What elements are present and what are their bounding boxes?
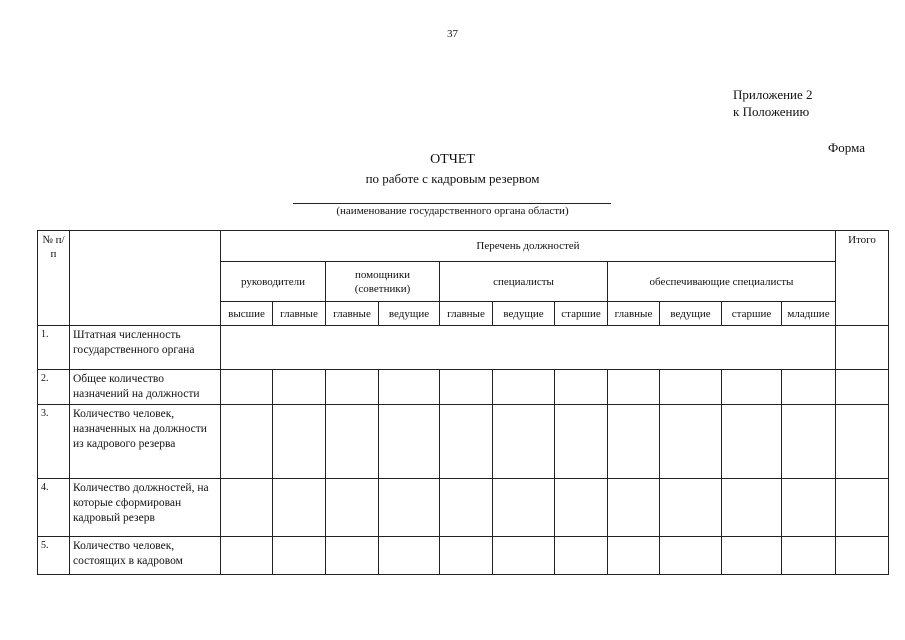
header-label-blank <box>70 231 221 326</box>
group-header: специалисты <box>440 262 608 302</box>
data-cell <box>221 405 273 479</box>
data-cell <box>555 537 608 575</box>
subgroup-header: главные <box>326 302 379 326</box>
data-cell <box>440 537 493 575</box>
data-cell <box>221 479 273 537</box>
subgroup-header: главные <box>440 302 493 326</box>
appendix-line-1: Приложение 2 <box>733 87 813 102</box>
data-cell <box>782 537 836 575</box>
total-cell <box>836 370 889 405</box>
data-cell <box>440 405 493 479</box>
form-label: Форма <box>828 140 865 155</box>
subgroup-header: главные <box>608 302 660 326</box>
organization-caption: (наименование государственного органа области) <box>336 205 569 217</box>
data-cell <box>326 370 379 405</box>
data-cell <box>660 479 722 537</box>
data-cell <box>221 370 273 405</box>
data-cell <box>493 479 555 537</box>
header-number <box>38 231 70 326</box>
row-number: 4. <box>38 479 70 537</box>
subgroup-header: ведущие <box>660 302 722 326</box>
data-cell <box>326 479 379 537</box>
data-cell <box>722 405 782 479</box>
table-row <box>38 537 889 575</box>
report-title: ОТЧЕТ <box>430 152 475 167</box>
data-cell <box>273 370 326 405</box>
data-cell <box>273 479 326 537</box>
data-cell <box>608 537 660 575</box>
organization-blank-line <box>293 203 611 204</box>
data-cell <box>608 479 660 537</box>
data-cell <box>722 537 782 575</box>
report-table <box>37 230 889 575</box>
data-cell <box>660 370 722 405</box>
data-cell <box>379 405 440 479</box>
total-cell <box>836 537 889 575</box>
subgroup-header: старшие <box>555 302 608 326</box>
data-cell <box>379 370 440 405</box>
table-row <box>38 326 889 370</box>
data-cell <box>555 479 608 537</box>
subgroup-header: младшие <box>782 302 836 326</box>
row-1-merged-cell <box>221 326 836 370</box>
data-cell <box>379 479 440 537</box>
row-number: 2. <box>38 370 70 405</box>
report-subtitle: по работе с кадровым резервом <box>365 171 540 186</box>
subgroup-header: высшие <box>221 302 273 326</box>
group-header: обеспечивающие специалисты <box>608 262 836 302</box>
group-header: руководители <box>221 262 326 302</box>
data-cell <box>555 405 608 479</box>
data-cell <box>722 479 782 537</box>
appendix-note <box>733 86 813 120</box>
row-number: 1. <box>38 326 70 370</box>
data-cell <box>326 405 379 479</box>
data-cell <box>782 479 836 537</box>
data-cell <box>379 537 440 575</box>
table-row <box>38 479 889 537</box>
data-cell <box>782 370 836 405</box>
data-cell <box>608 370 660 405</box>
data-cell <box>493 537 555 575</box>
page-number: 37 <box>447 28 458 40</box>
subgroup-header: главные <box>273 302 326 326</box>
total-cell <box>836 405 889 479</box>
data-cell <box>273 537 326 575</box>
row-number: 3. <box>38 405 70 479</box>
table-row <box>38 370 889 405</box>
row-label: Количество должностей, на которые сформирован кадровый резерв <box>70 479 221 537</box>
data-cell <box>493 370 555 405</box>
header-number-label: № п/п <box>42 234 65 260</box>
data-cell <box>660 405 722 479</box>
subgroup-header: ведущие <box>379 302 440 326</box>
group-header: помощники (советники) <box>326 262 440 302</box>
data-cell <box>782 405 836 479</box>
table-row <box>38 405 889 479</box>
data-cell <box>608 405 660 479</box>
total-cell <box>836 479 889 537</box>
data-cell <box>660 537 722 575</box>
data-cell <box>440 370 493 405</box>
subgroup-header: ведущие <box>493 302 555 326</box>
total-cell <box>836 326 889 370</box>
data-cell <box>440 479 493 537</box>
data-cell <box>493 405 555 479</box>
data-cell <box>722 370 782 405</box>
row-label: Общее количество назначений на должности <box>70 370 221 405</box>
header-positions: Перечень должностей <box>221 231 836 262</box>
row-label: Штатная численность государственного органа <box>70 326 221 370</box>
row-label: Количество человек, назначенных на должности из кадрового резерва <box>70 405 221 479</box>
data-cell <box>326 537 379 575</box>
row-label: Количество человек, состоящих в кадровом <box>70 537 221 575</box>
header-total: Итого <box>836 231 889 326</box>
appendix-line-2: к Положению <box>733 104 810 119</box>
row-number: 5. <box>38 537 70 575</box>
subgroup-header: старшие <box>722 302 782 326</box>
data-cell <box>555 370 608 405</box>
data-cell <box>273 405 326 479</box>
data-cell <box>221 537 273 575</box>
